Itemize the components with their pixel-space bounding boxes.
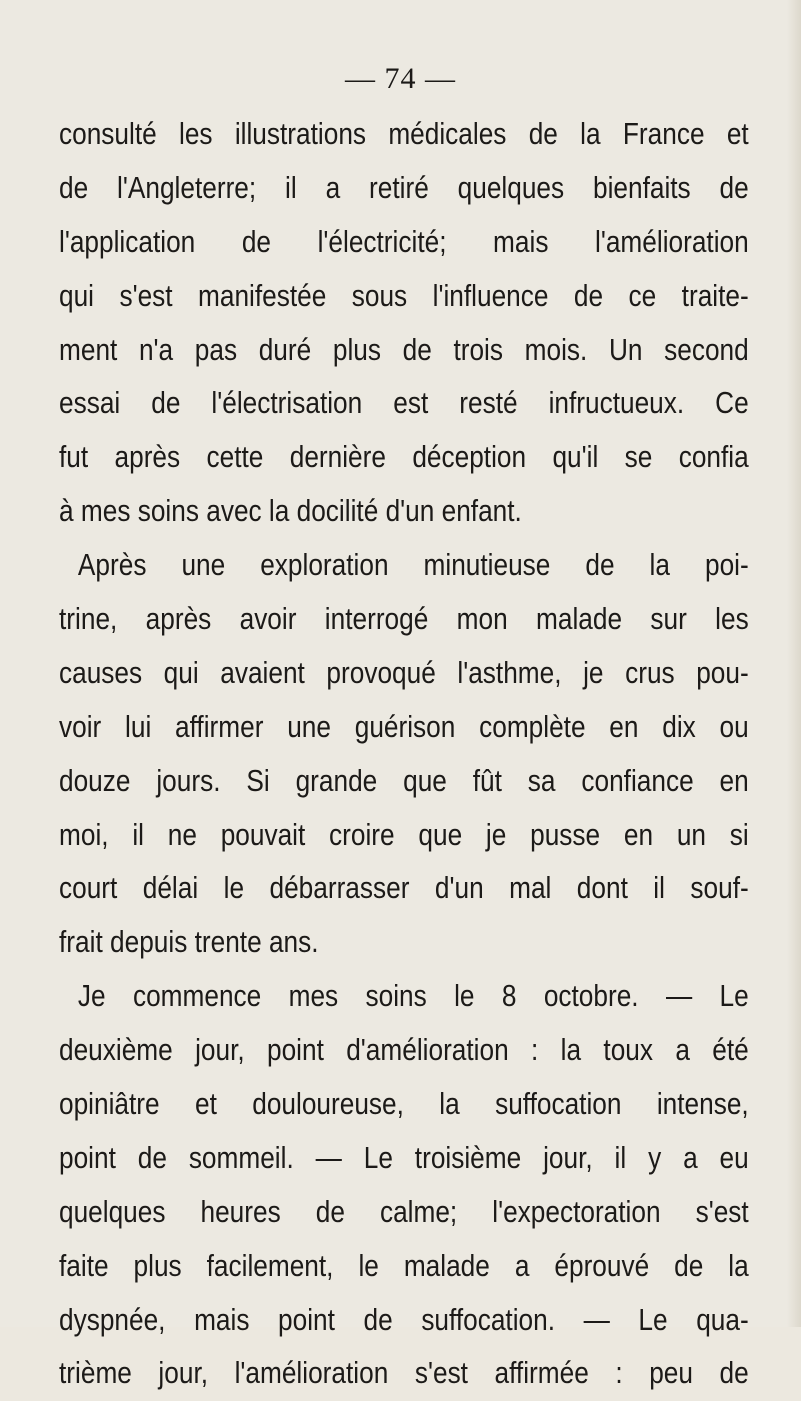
text-line: court délai le débarrasser d'un mal dont il souf- [59,871,749,906]
text-line: deuxième jour, point d'amélioration : la toux a été [59,1033,749,1068]
text-line: l'application de l'électricité; mais l'amélioration [59,224,749,259]
text-line: de l'Angleterre; il a retiré quelques bienfaits de [59,170,749,205]
text-line: Après une exploration minutieuse de la poi- [77,548,749,583]
text-line: quelques heures de calme; l'expectoration s'est [59,1194,749,1229]
text-line: frait depuis trente ans. [59,925,319,960]
text-line: fut après cette dernière déception qu'il se confia [59,440,749,475]
text-line: dyspnée, mais point de suffocation. — Le qua- [59,1302,749,1337]
page-edge-shadow [787,0,801,1327]
text-line: faite plus facilement, le malade a éprouvé de la [59,1248,749,1283]
text-line: voir lui affirmer une guérison complète en dix ou [59,709,749,744]
body-text [59,108,749,1401]
text-line: essai de l'électrisation est resté infructueux. Ce [59,386,749,421]
text-line: Je commence mes soins le 8 octobre. — Le [77,979,749,1014]
text-line: trine, après avoir interrogé mon malade sur les [59,602,749,637]
text-line: point de sommeil. — Le troisième jour, il y a eu [59,1140,749,1175]
text-line: causes qui avaient provoqué l'asthme, je crus pou- [59,655,749,690]
text-line: trième jour, l'amélioration s'est affirmée : peu de [59,1356,749,1391]
text-line: douze jours. Si grande que fût sa confiance en [59,763,749,798]
text-line: opiniâtre et douloureuse, la suffocation intense, [59,1087,749,1122]
text-line: ment n'a pas duré plus de trois mois. Un second [59,332,749,367]
text-line: à mes soins avec la docilité d'un enfant. [59,494,522,529]
page-number: — 74 — [345,62,456,95]
text-line: moi, il ne pouvait croire que je pusse en un si [59,817,749,852]
text-line: consulté les illustrations médicales de la France et [59,117,749,151]
text-line: qui s'est manifestée sous l'influence de ce traite- [59,278,749,313]
